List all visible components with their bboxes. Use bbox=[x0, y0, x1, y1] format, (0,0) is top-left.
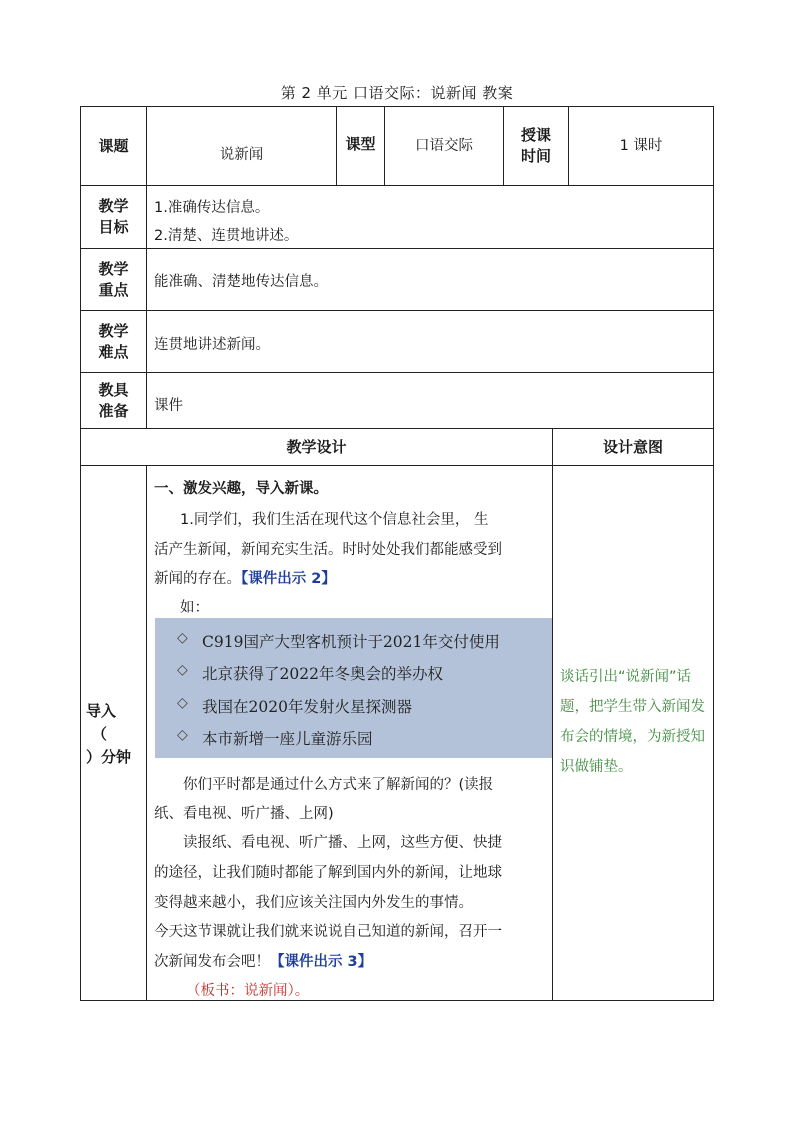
materials-label-line2: 准备 bbox=[98, 401, 129, 420]
slide-reference: 【课件出示 3】 bbox=[270, 954, 373, 970]
board-note: （板书：说新闻）。 bbox=[186, 983, 310, 999]
slide-item-text: 我国在2020年发射火星探测器 bbox=[202, 698, 412, 716]
slide-item-text: 本市新增一座儿童游乐园 bbox=[202, 730, 373, 748]
paragraph-line: 读报纸、看电视、听广播、上网，这些方便、快捷 bbox=[183, 835, 502, 851]
intent-line: 识做铺垫。 bbox=[560, 759, 633, 775]
difficulties-label bbox=[81, 311, 146, 372]
goal-item: 1.准确传达信息。 bbox=[154, 200, 270, 216]
materials-label bbox=[81, 373, 146, 428]
time-label-line1: 授课 bbox=[520, 126, 551, 144]
key-points-label bbox=[81, 249, 146, 310]
goal-item: 2.清楚、连贯地讲述。 bbox=[154, 228, 299, 244]
paragraph-line bbox=[154, 950, 372, 971]
intro-section-label bbox=[86, 700, 146, 769]
difficulties-text: 连贯地讲述新闻。 bbox=[154, 337, 270, 353]
paragraph-line: 活产生新闻，新闻充实生活。时时处处我们都能感受到 bbox=[154, 542, 502, 558]
key-points-text: 能准确、清楚地传达信息。 bbox=[154, 274, 328, 290]
intro-label-line3: ）分钟 bbox=[86, 748, 132, 766]
goals-label-line2: 目标 bbox=[98, 218, 129, 236]
goals-label bbox=[81, 186, 146, 248]
type-value: 口语交际 bbox=[415, 137, 473, 154]
paragraph-line: 今天这节课就让我们就来说说自己知道的新闻，召开一 bbox=[154, 924, 502, 940]
difficulties-label-line1: 教学 bbox=[98, 321, 129, 340]
materials-text: 课件 bbox=[154, 398, 183, 414]
paragraph-line: 你们平时都是通过什么方式来了解新闻的？(读报 bbox=[183, 777, 494, 793]
intent-line: 谈话引出“说新闻”话 bbox=[560, 669, 692, 685]
paragraph-line: 的途径，让我们随时都能了解到国内外的新闻，让地球 bbox=[154, 865, 502, 881]
document-title: 第 2 单元 口语交际：说新闻 教案 bbox=[280, 84, 514, 102]
type-label: 课型 bbox=[345, 134, 376, 153]
diamond-icon: ◇ bbox=[177, 662, 188, 678]
paragraph-text: 次新闻发布会吧！ bbox=[154, 954, 270, 970]
paragraph-line: 1.同学们，我们生活在现代这个信息社会里， 生 bbox=[180, 512, 489, 528]
intent-line: 布会的情境，为新授知 bbox=[560, 729, 705, 745]
key-points-label-line1: 教学 bbox=[98, 259, 129, 278]
paragraph-line bbox=[154, 567, 336, 588]
diamond-icon: ◇ bbox=[177, 630, 188, 646]
diamond-icon: ◇ bbox=[177, 695, 188, 711]
intro-label-line1: 导入 bbox=[86, 702, 117, 720]
time-label bbox=[504, 107, 568, 185]
time-label-line2: 时间 bbox=[520, 147, 551, 165]
intent-header: 设计意图 bbox=[602, 437, 663, 456]
design-header: 教学设计 bbox=[286, 437, 347, 456]
intent-line: 题，把学生带入新闻发 bbox=[560, 699, 705, 715]
slide-image bbox=[155, 618, 552, 758]
example-label: 如： bbox=[180, 600, 209, 616]
key-points-label-line2: 重点 bbox=[98, 280, 129, 299]
intro-label-line2: （ bbox=[92, 725, 108, 743]
paragraph-line: 变得越来越小，我们应该关注国内外发生的事情。 bbox=[154, 895, 473, 911]
topic-label: 课题 bbox=[98, 136, 129, 155]
section-heading: 一、激发兴趣，导入新课。 bbox=[154, 481, 328, 497]
topic-value: 说新闻 bbox=[219, 146, 264, 163]
time-value: 1 课时 bbox=[619, 137, 663, 154]
slide-item-text: 北京获得了2022年冬奥会的举办权 bbox=[202, 665, 443, 683]
difficulties-label-line2: 难点 bbox=[98, 342, 129, 361]
materials-label-line1: 教具 bbox=[98, 380, 129, 399]
paragraph-line: 纸、看电视、听广播、上网) bbox=[154, 806, 334, 822]
diamond-icon: ◇ bbox=[177, 727, 188, 743]
slide-reference: 【课件出示 2】 bbox=[241, 571, 336, 587]
paragraph-text: 新闻的存在。 bbox=[154, 571, 241, 587]
slide-item-text: C919国产大型客机预计于2021年交付使用 bbox=[202, 633, 500, 651]
goals-label-line1: 教学 bbox=[98, 197, 129, 215]
intent-text bbox=[560, 662, 714, 782]
